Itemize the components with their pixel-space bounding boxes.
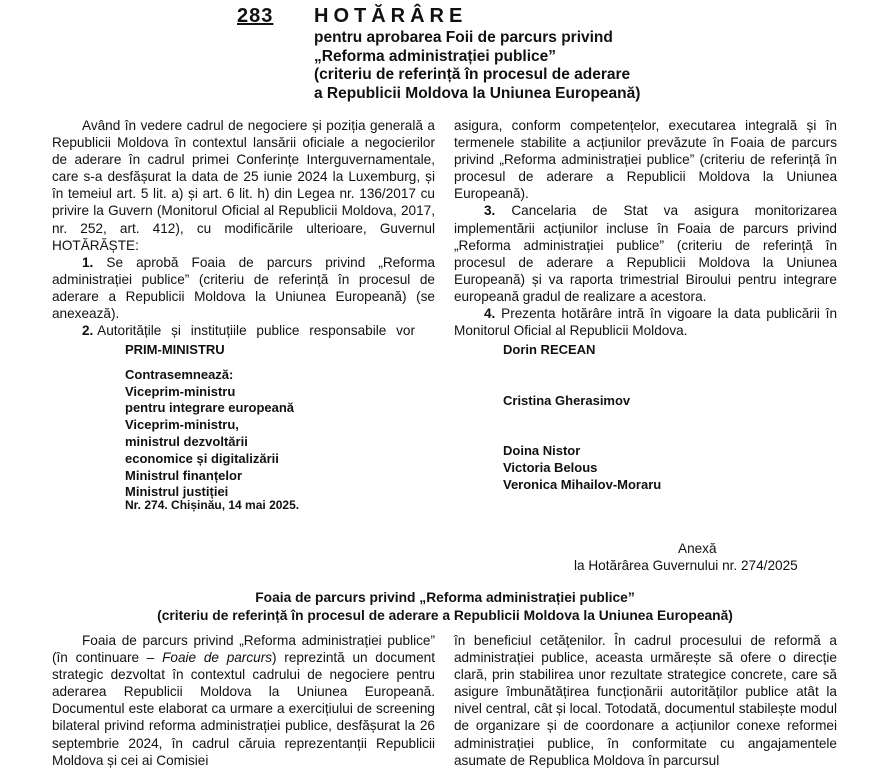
vpm1-title-line: pentru integrare europeană (125, 400, 295, 416)
pm-name: Dorin RECEAN (503, 342, 596, 357)
point-number: 1. (82, 254, 94, 270)
annex-paragraph-continued: în beneficiul cetățenilor. În cadrul procesului de reformă a administrației publice, aceasta urmărește să ofere o direcție clară, prin stabilirea unor rezultate strategice concrete, care să asigure îmbunătățirea funcționării autorităților publice atât la nivel central, cât și local. Totodată, documentul stabilește modul de organizare și de coordonare a acțiunilor conexe reformei administrației publice, în conformitate cu angajamentele asumate de Republica Moldova în parcursul (454, 633, 837, 768)
vpm2-title-line: ministrul dezvoltării (125, 433, 248, 449)
vpm1-name: Cristina Gherasimov (503, 393, 631, 408)
point-2 (52, 322, 435, 339)
vpm1-title-line: Viceprim-ministru (125, 383, 236, 399)
point-number: 3. (484, 203, 496, 219)
point-2-continued: asigura, conform competențelor, executarea integrală și în termenele stabilite a acțiunilor prevăzute în Foaia de parcurs privind „Reforma administrației publice” (criteriu de referință în procesul de aderare a Republicii Moldova la Uniunea Europeană). (454, 118, 837, 202)
signature-titles (125, 342, 445, 501)
point-number: 2. (82, 323, 94, 339)
annex-right-column (454, 632, 837, 769)
justice-minister-name: Veronica Mihailov-Moraru (503, 477, 662, 492)
annex-ref: la Hotărârea Guvernului nr. 274/2025 (574, 558, 798, 573)
point-4 (454, 305, 837, 339)
vpm2-title-line: Viceprim-ministru, (125, 417, 239, 433)
annex-reference (574, 540, 798, 574)
countersign-label: Contrasemnează: (125, 366, 234, 382)
document-kind: HOTĂRÂRE (314, 5, 468, 27)
decision-number: 283 (237, 5, 274, 27)
annex-paragraph-text: ) reprezintă un document strategic dezvoltat în contextul cadrului de negociere pentru aderarea Republicii Moldova la Uniunea Europeană. Documentul este elaborat ca urmare a exercițiului de screening bilateral privind reforma administrației publice, desfășurat la 26 septembrie 2024, în cadrul căruia reprezentanții Republicii Moldova și cei ai Comisiei (52, 650, 436, 768)
point-text: Prezenta hotărâre intră în vigoare la data publicării în Monitorul Oficial al Republicii Moldova. (454, 306, 838, 339)
title-line: pentru aprobarea Foii de parcurs privind (314, 29, 613, 46)
point-text: Se aprobă Foaia de parcurs privind „Reforma administrației publice” (criteriu de referință în procesul de aderare a Republicii Moldova la Uniunea Europeană) (se anexează). (52, 254, 435, 322)
annex-title (0, 589, 890, 624)
right-column (454, 117, 837, 339)
vpm2-name: Doina Nistor (503, 443, 581, 458)
pm-title: PRIM-MINISTRU (125, 342, 225, 357)
finance-minister-title: Ministrul finanțelor (125, 467, 242, 483)
annex-paragraph (52, 632, 435, 769)
decision-title (314, 29, 874, 103)
left-column (52, 117, 435, 339)
point-number: 4. (484, 306, 496, 322)
title-line: a Republicii Moldova la Uniunea Europeană) (314, 84, 641, 102)
annex-label: Anexă (678, 541, 717, 556)
justice-minister-title: Ministrul justiției (125, 484, 229, 500)
point-3 (454, 202, 837, 305)
annex-paragraph-italic: Foaie de parcurs (162, 650, 273, 666)
title-line: „Reforma administrației publice” (314, 47, 557, 65)
annex-left-column (52, 632, 435, 769)
point-1 (52, 254, 435, 322)
annex-paragraph-text: Foaia de parcurs privind „Reforma administrației publice” (în continuare – (52, 633, 435, 666)
annex-title-line: (criteriu de referință în procesul de aderare a Republicii Moldova la Uniunea Europeană) (157, 607, 733, 623)
point-text: Autoritățile și instituțiile publice responsabile vor (97, 323, 416, 339)
document-number-date: Nr. 274. Chișinău, 14 mai 2025. (125, 498, 300, 512)
title-line: (criteriu de referință în procesul de aderare (314, 66, 631, 83)
point-text: Cancelaria de Stat va asigura monitorizarea implementării acțiunilor incluse în Foaia de parcurs privind „Reforma administrației publice” (criteriu de referință în procesul de aderare a Republicii Moldova la Uniunea Europeană) și va raporta trimestrial Biroului pentru integrare europeană gradul de realizare a acestora. (454, 203, 837, 304)
annex-title-line: Foaia de parcurs privind „Reforma administrației publice” (255, 590, 635, 605)
preamble: Având în vedere cadrul de negociere și poziția generală a Republicii Moldova în contextul lansării oficiale a negocierilor de aderare în cadrul primei Conferințe Interguvernamentale, care s-a desfășurat la data de 25 iunie 2024 la Luxemburg, și în temeiul art. 5 lit. a) și art. 6 lit. h) din Legea nr. 136/2017 cu privire la Guvern (Monitorul Oficial al Republicii Moldova, 2017, nr. 252, art. 412), cu modificările ulterioare, Guvernul HOTĂRĂȘTE: (52, 118, 435, 253)
finance-minister-name: Victoria Belous (503, 460, 598, 475)
vpm2-title-line: economice și digitalizării (125, 450, 279, 466)
